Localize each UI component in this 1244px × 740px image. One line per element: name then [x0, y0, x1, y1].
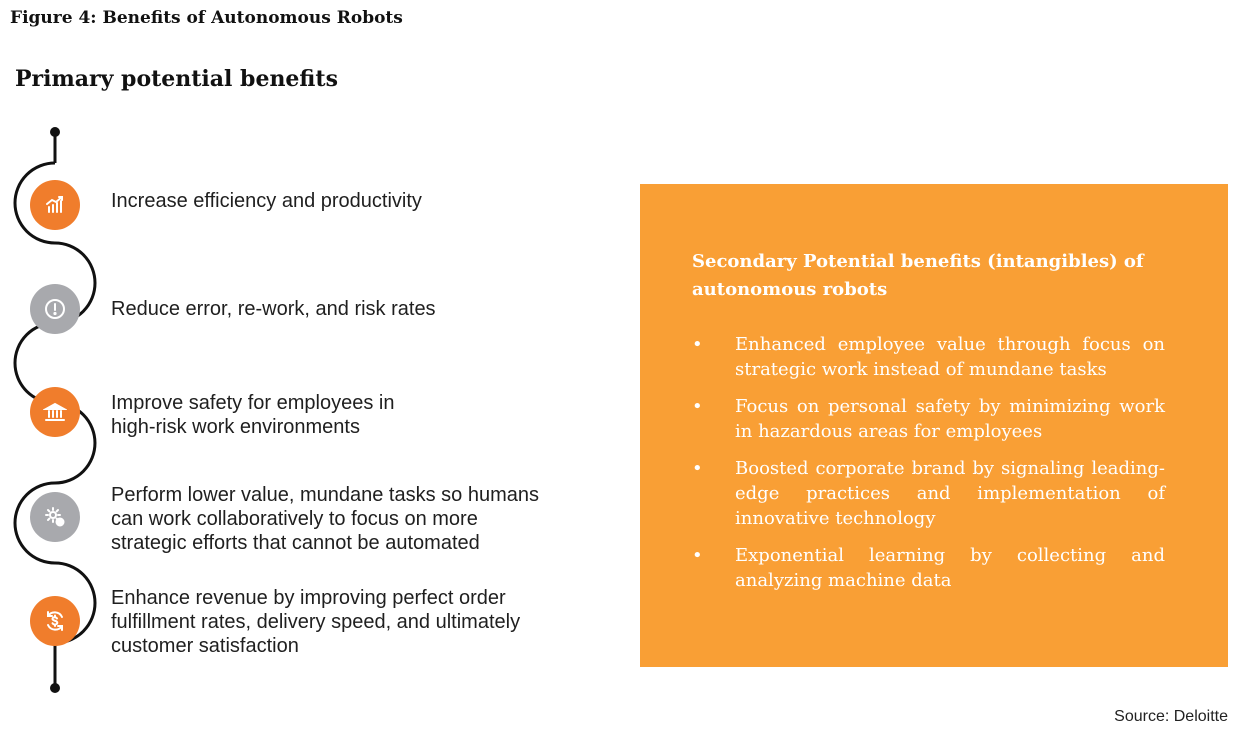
benefit-icon-circle — [30, 492, 80, 542]
alert-icon — [43, 297, 67, 321]
bullet-icon: • — [692, 334, 703, 355]
benefit-text-error-reduction: Reduce error, re-work, and risk rates — [111, 298, 436, 320]
benefit-text-revenue: Enhance revenue by improving perfect order fulfillment rates, delivery speed, and ultimately customer satisfaction — [111, 587, 521, 657]
list-item-text: Exponential learning by collecting and analyzing machine data — [735, 545, 1165, 591]
list-item — [692, 394, 1165, 444]
list-item — [692, 543, 1165, 593]
chart-growth-icon — [43, 193, 67, 217]
list-item-text: Focus on personal safety by minimizing work in hazardous areas for employees — [735, 396, 1165, 442]
list-item-text: Enhanced employee value through focus on strategic work instead of mundane tasks — [735, 334, 1165, 380]
institution-icon — [43, 400, 67, 424]
secondary-benefits-panel — [640, 184, 1228, 667]
secondary-benefits-title: Secondary Potential benefits (intangibles) of autonomous robots — [692, 251, 1144, 300]
bullet-icon: • — [692, 396, 703, 417]
benefit-icon-circle — [30, 284, 80, 334]
bullet-icon: • — [692, 458, 703, 479]
list-item — [692, 332, 1165, 382]
figure-title: Figure 4: Benefits of Autonomous Robots — [10, 8, 403, 28]
benefit-text-safety: Improve safety for employees in high-risk work environments — [111, 392, 395, 438]
list-item-text: Boosted corporate brand by signaling leading-edge practices and implementation of innovative technology — [735, 458, 1165, 529]
benefit-text-mundane-tasks: Perform lower value, mundane tasks so humans can work collaboratively to focus on more strategic efforts that cannot be automated — [111, 484, 539, 554]
source-note: Source: Deloitte — [1114, 708, 1228, 725]
section-title: Primary potential benefits — [15, 66, 338, 92]
benefit-icon-circle — [30, 387, 80, 437]
dollar-cycle-icon — [43, 609, 67, 633]
list-item — [692, 456, 1165, 531]
secondary-benefits-list — [692, 332, 1165, 605]
benefit-icon-circle — [30, 180, 80, 230]
bullet-icon: • — [692, 545, 703, 566]
benefit-text-efficiency: Increase efficiency and productivity — [111, 190, 422, 212]
benefit-icon-circle — [30, 596, 80, 646]
gear-icon — [43, 505, 67, 529]
